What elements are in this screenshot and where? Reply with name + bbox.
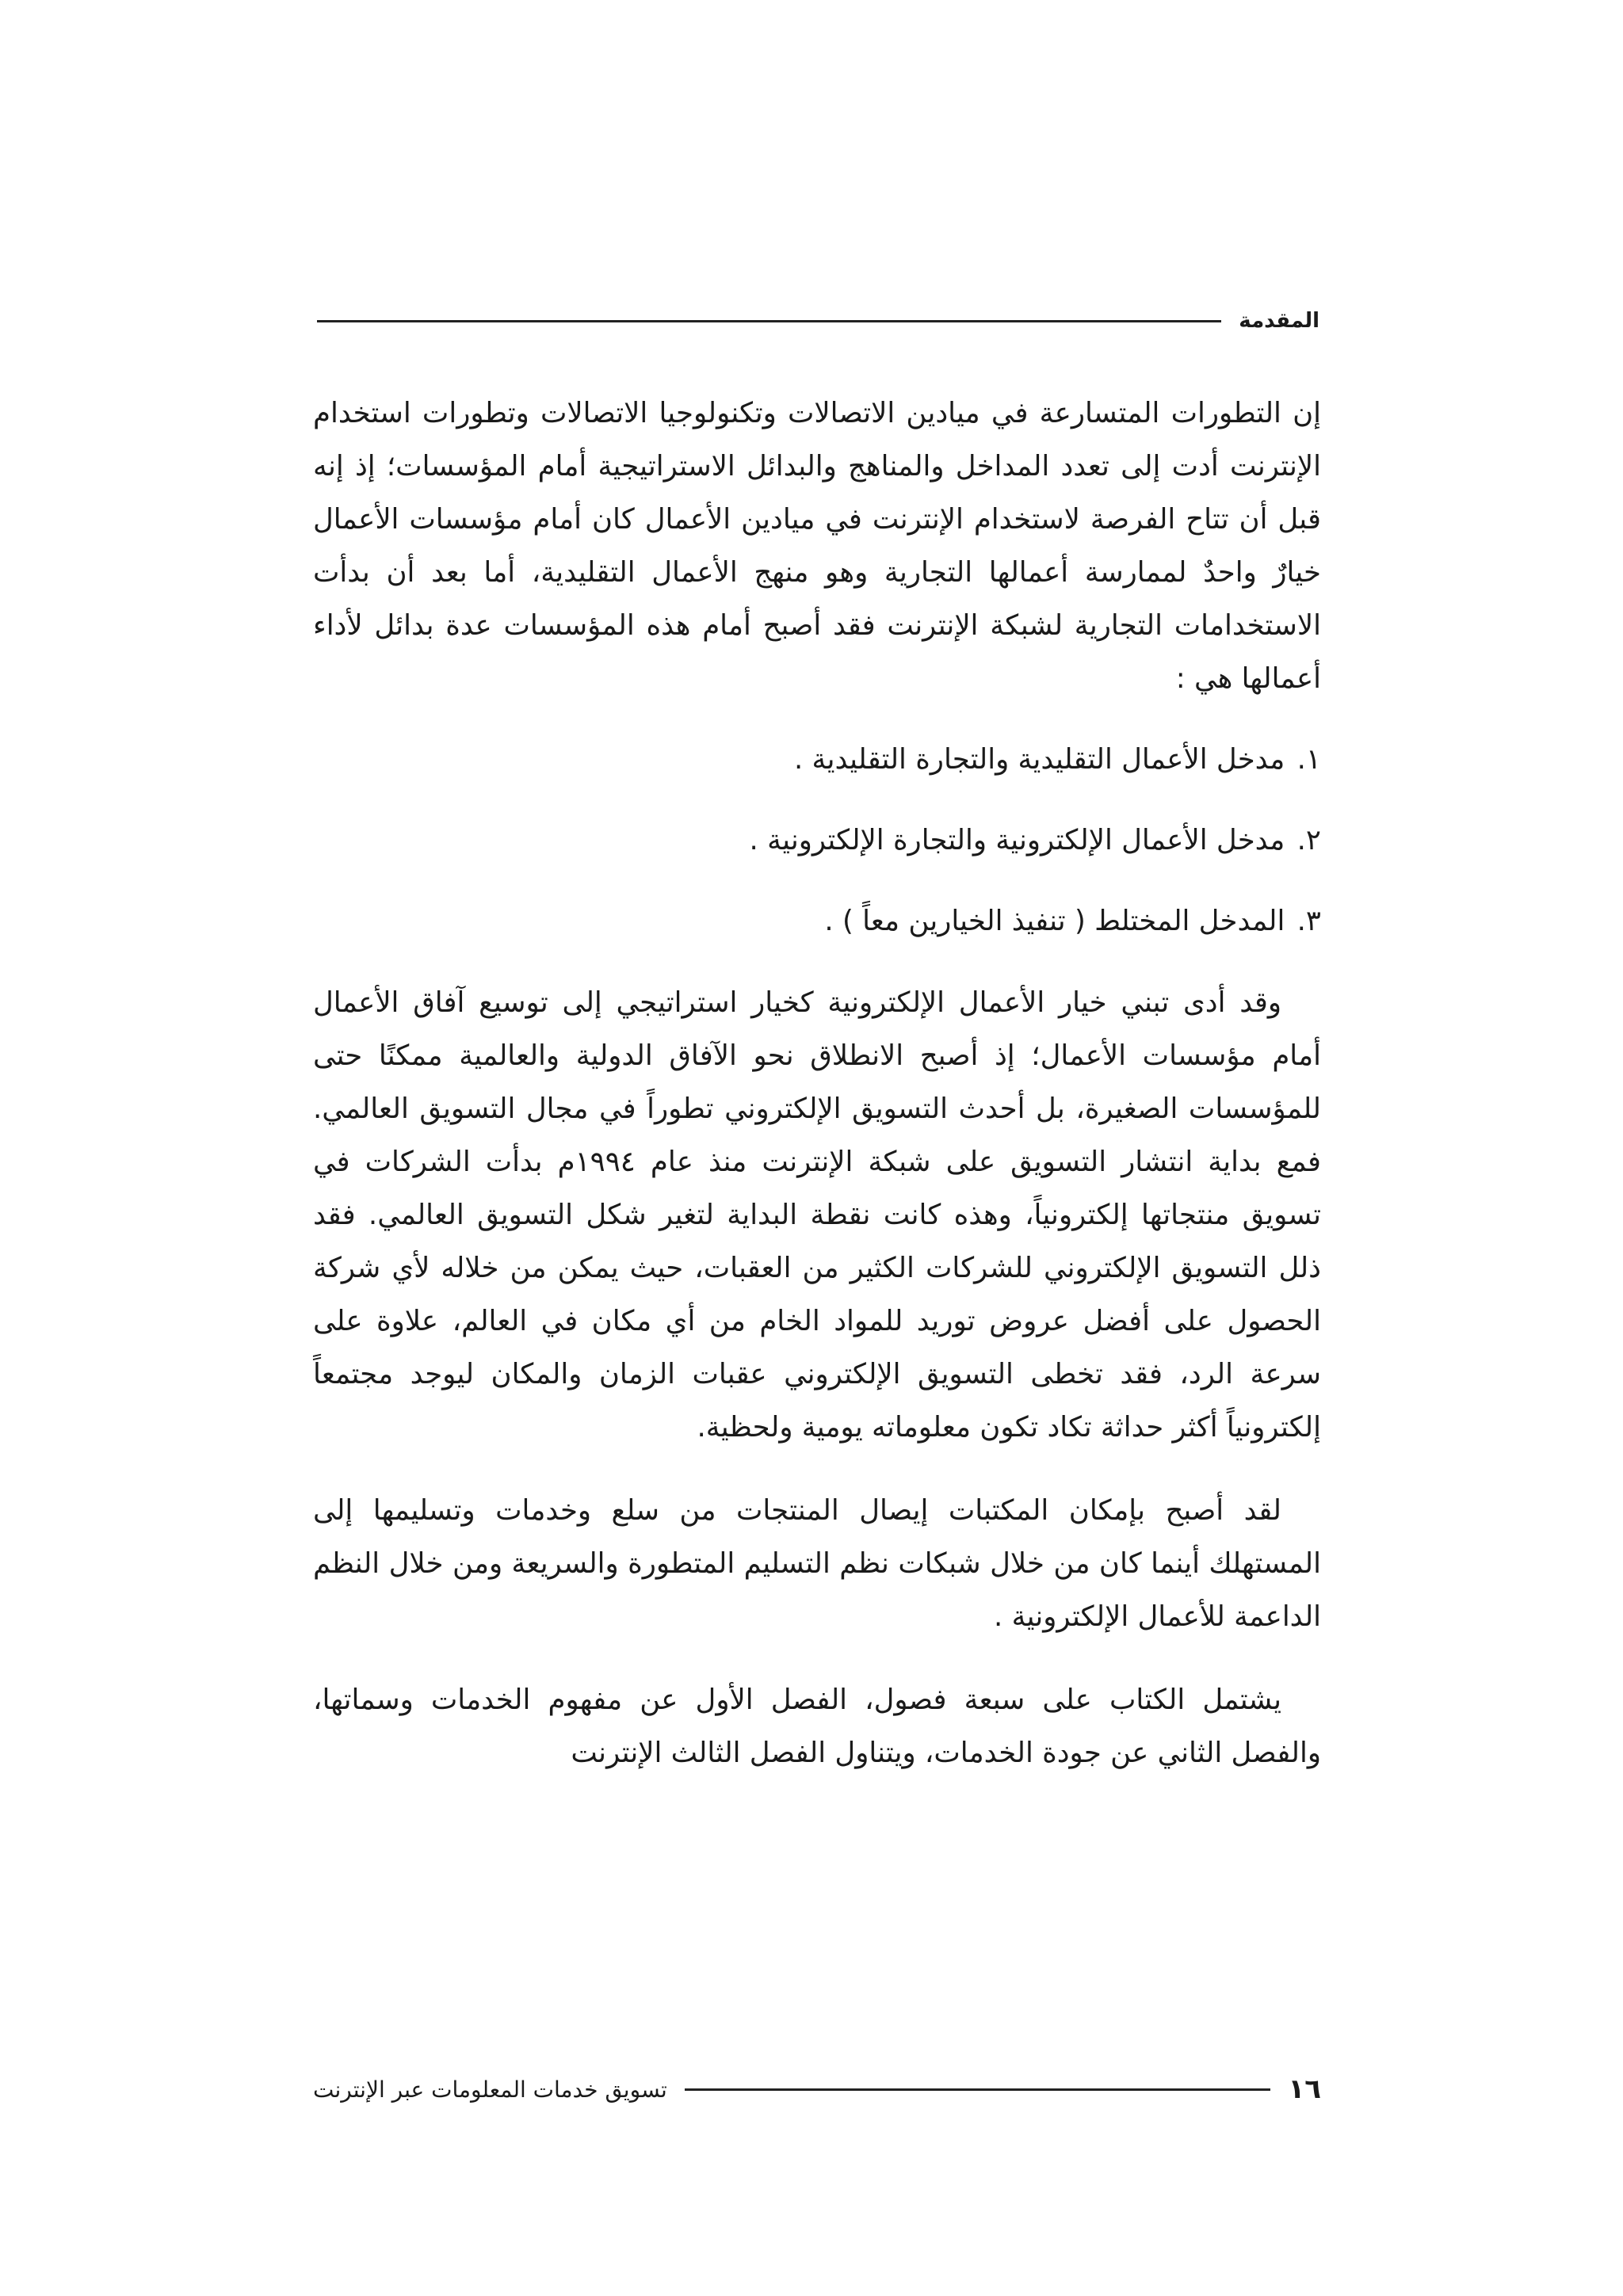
alternatives-list — [313, 735, 1321, 946]
running-header — [317, 305, 1319, 337]
list-item-number: ٢. — [1296, 824, 1321, 856]
paragraph-libraries: لقد أصبح بإمكان المكتبات إيصال المنتجات من سلع وخدمات وتسليمها إلى المستهلك أينما كان من خلال شبكات نظم التسليم المتطورة والسريعة ومن خلال النظم الداعمة للأعمال الإلكترونية . — [313, 1494, 1321, 1633]
header-rule — [317, 320, 1221, 322]
list-item-text: مدخل الأعمال التقليدية والتجارة التقليدية . — [793, 743, 1285, 776]
list-item-text: مدخل الأعمال الإلكترونية والتجارة الإلكترونية . — [749, 824, 1285, 856]
paragraph-chapters: يشتمل الكتاب على سبعة فصول، الفصل الأول عن مفهوم الخدمات وسماتها، والفصل الثاني عن جودة الخدمات، ويتناول الفصل الثالث الإنترنت — [313, 1684, 1321, 1769]
list-item — [313, 735, 1321, 784]
list-item — [313, 897, 1321, 946]
paragraph-ebusiness: وقد أدى تبني خيار الأعمال الإلكترونية كخيار استراتيجي إلى توسيع آفاق الأعمال أمام مؤسسات الأعمال؛ إذ أصبح الانطلاق نحو الآفاق الدولية والعالمية ممكنًا حتى للمؤسسات الصغيرة، بل أحدث التسويق الإلكتروني تطوراً في مجال التسويق العالمي. فمع بداية انتشار التسويق على شبكة الإنترنت منذ عام ١٩٩٤م بدأت الشركات في تسويق منتجاتها إلكترونياً، وهذه كانت نقطة البداية لتغير شكل التسويق العالمي. فقد ذلل التسويق الإلكتروني للشركات الكثير من العقبات، حيث يمكن من خلاله لأي شركة الحصول على أفضل عروض توريد للمواد الخام من أي مكان في العالم، علاوة على سرعة الرد، فقد تخطى التسويق الإلكتروني عقبات الزمان والمكان ليوجد مجتمعاً إلكترونياً أكثر حداثة تكاد تكون معلوماته يومية ولحظية. — [313, 986, 1321, 1444]
chapter-title: المقدمة — [1239, 309, 1319, 333]
list-item-number: ٣. — [1296, 905, 1321, 937]
list-item-number: ١. — [1296, 743, 1321, 776]
page-number: ١٦ — [1288, 2073, 1321, 2105]
body-text — [313, 387, 1321, 1810]
footer-rule — [685, 2088, 1271, 2091]
book-title: تسويق خدمات المعلومات عبر الإنترنت — [313, 2076, 667, 2103]
list-item — [313, 816, 1321, 865]
list-item-text: المدخل المختلط ( تنفيذ الخيارين معاً ) . — [824, 905, 1285, 937]
running-footer — [313, 2069, 1321, 2109]
paragraph-intro: إن التطورات المتسارعة في ميادين الاتصالات وتكنولوجيا الاتصالات وتطورات استخدام الإنترنت أدت إلى تعدد المداخل والمناهج والبدائل الاستراتيجية أمام المؤسسات؛ إذ إنه قبل أن تتاح الفرصة لاستخدام الإنترنت في ميادين الأعمال كان أمام مؤسسات الأعمال خيارٌ واحدٌ لممارسة أعمالها التجارية وهو منهج الأعمال التقليدية، أما بعد أن بدأت الاستخدامات التجارية لشبكة الإنترنت فقد أصبح أمام هذه المؤسسات عدة بدائل لأداء أعمالها هي : — [313, 397, 1321, 695]
